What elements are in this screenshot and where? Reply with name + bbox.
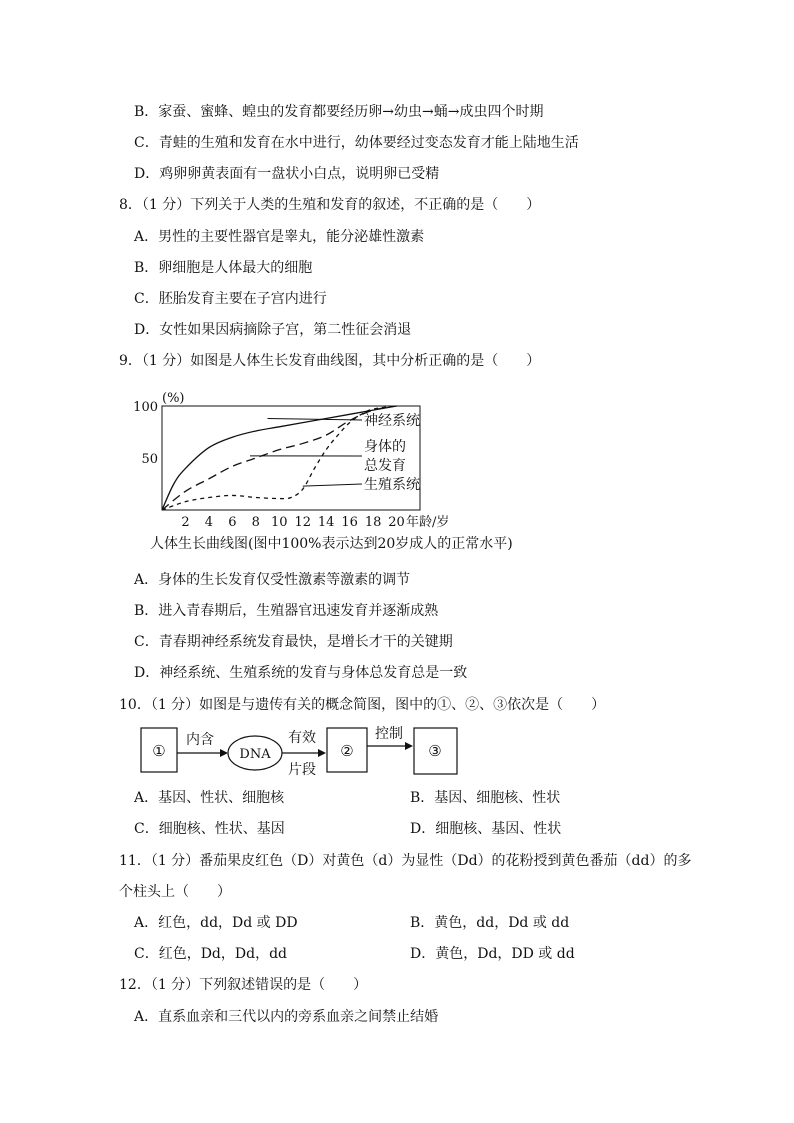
diagram-box-1-label: ①: [152, 742, 166, 760]
q11-option-c: C．红色，Dd，Dd，dd: [134, 946, 288, 962]
x-tick-label: 12: [294, 515, 312, 530]
series-label-2-line1: 身体的: [364, 439, 406, 455]
q12-option-a: A．直系血亲和三代以内的旁系血亲之间禁止结婚: [134, 1009, 439, 1025]
series-line-3: [162, 406, 397, 510]
x-tick-label: 6: [228, 515, 237, 530]
x-tick-label: 4: [204, 515, 214, 530]
concept-diagram: [130, 720, 470, 780]
q10-option-d: D．细胞核、基因、性状: [410, 821, 562, 837]
series-line-1: [162, 406, 397, 510]
x-tick-label: 2: [181, 515, 190, 530]
q11-option-b: B．黄色，dd，Dd 或 dd: [410, 915, 570, 931]
q8-option-b: B．卵细胞是人体最大的细胞: [134, 260, 313, 276]
diagram-arrow-1-label: 内含: [186, 732, 214, 748]
q11-option-d: D．黄色，Dd，DD 或 dd: [410, 946, 575, 962]
q8-option-c: C．胚胎发育主要在子宫内进行: [134, 291, 327, 307]
series-label-3: 生殖系统: [364, 477, 420, 493]
q9-chart-caption: 人体生长曲线图(图中100%表示达到20岁成人的正常水平): [150, 536, 513, 552]
q9-option-b: B．进入青春期后，生殖器官迅速发育并逐渐成熟: [134, 603, 439, 619]
diagram-dna-label: DNA: [239, 747, 271, 762]
diagram-box-3-label: ③: [428, 742, 442, 760]
q9-option-d: D．神经系统、生殖系统的发育与身体总发育总是一致: [134, 665, 468, 681]
growth-chart: [0, 0, 794, 560]
q9-stem: 9．（1 分）如图是人体生长发育曲线图，其中分析正确的是（ ）: [119, 353, 541, 369]
series-label-1: 神经系统: [364, 413, 420, 429]
x-axis-label: 年龄/岁: [406, 515, 450, 530]
q12-stem: 12．（1 分）下列叙述错误的是（ ）: [119, 977, 368, 993]
y-axis-label: (%): [162, 391, 185, 406]
x-tick-label: 8: [251, 515, 260, 530]
q10-option-b: B．基因、细胞核、性状: [410, 790, 561, 806]
leader-line-1: [268, 418, 362, 420]
y-tick-label: 50: [141, 452, 158, 467]
x-tick-label: 10: [270, 515, 288, 530]
q8-option-d: D．女性如果因病摘除子宫，第二性征会消退: [134, 322, 412, 338]
diagram-arrow-2-bottom-label: 片段: [288, 762, 316, 778]
x-tick-label: 18: [364, 515, 382, 530]
q11-stem-line2: 个柱头上（ ）: [119, 884, 231, 900]
q8-stem: 8．（1 分）下列关于人类的生殖和发育的叙述，不正确的是（ ）: [119, 197, 541, 213]
series-line-2: [162, 406, 397, 510]
q9-option-c: C．青春期神经系统发育最快，是增长才干的关键期: [134, 634, 453, 650]
x-tick-label: 14: [317, 515, 335, 530]
q11-option-a: A．红色，dd，Dd 或 DD: [134, 915, 298, 931]
diagram-arrow-2-top-label: 有效: [288, 730, 316, 746]
q10-option-c: C．细胞核、性状、基因: [134, 821, 285, 837]
y-tick-label: 100: [133, 400, 158, 415]
q7-option-d: D．鸡卵卵黄表面有一盘状小白点，说明卵已受精: [134, 166, 440, 182]
series-label-2-line2: 总发育: [364, 458, 406, 474]
q10-stem: 10．（1 分）如图是与遗传有关的概念简图，图中的①、②、③依次是（ ）: [119, 697, 606, 713]
diagram-arrow-3-label: 控制: [375, 726, 403, 742]
q9-option-a: A．身体的生长发育仅受性激素等激素的调节: [134, 572, 411, 588]
q7-option-b: B．家蚕、蜜蜂、蝗虫的发育都要经历卵→幼虫→蛹→成虫四个时期: [134, 104, 544, 120]
x-tick-label: 20: [388, 515, 405, 530]
q11-stem-line1: 11．（1 分）番茄果皮红色（D）对黄色（d）为显性（Dd）的花粉授到黄色番茄（dd）的多: [119, 853, 692, 869]
q10-option-a: A．基因、性状、细胞核: [134, 790, 285, 806]
q7-option-c: C．青蛙的生殖和发育在水中进行，幼体要经过变态发育才能上陆地生活: [134, 135, 579, 151]
leader-line-3: [303, 484, 362, 486]
q8-option-a: A．男性的主要性器官是睾丸，能分泌雄性激素: [134, 229, 425, 245]
diagram-box-2-label: ②: [340, 742, 354, 760]
x-tick-label: 16: [341, 515, 358, 530]
